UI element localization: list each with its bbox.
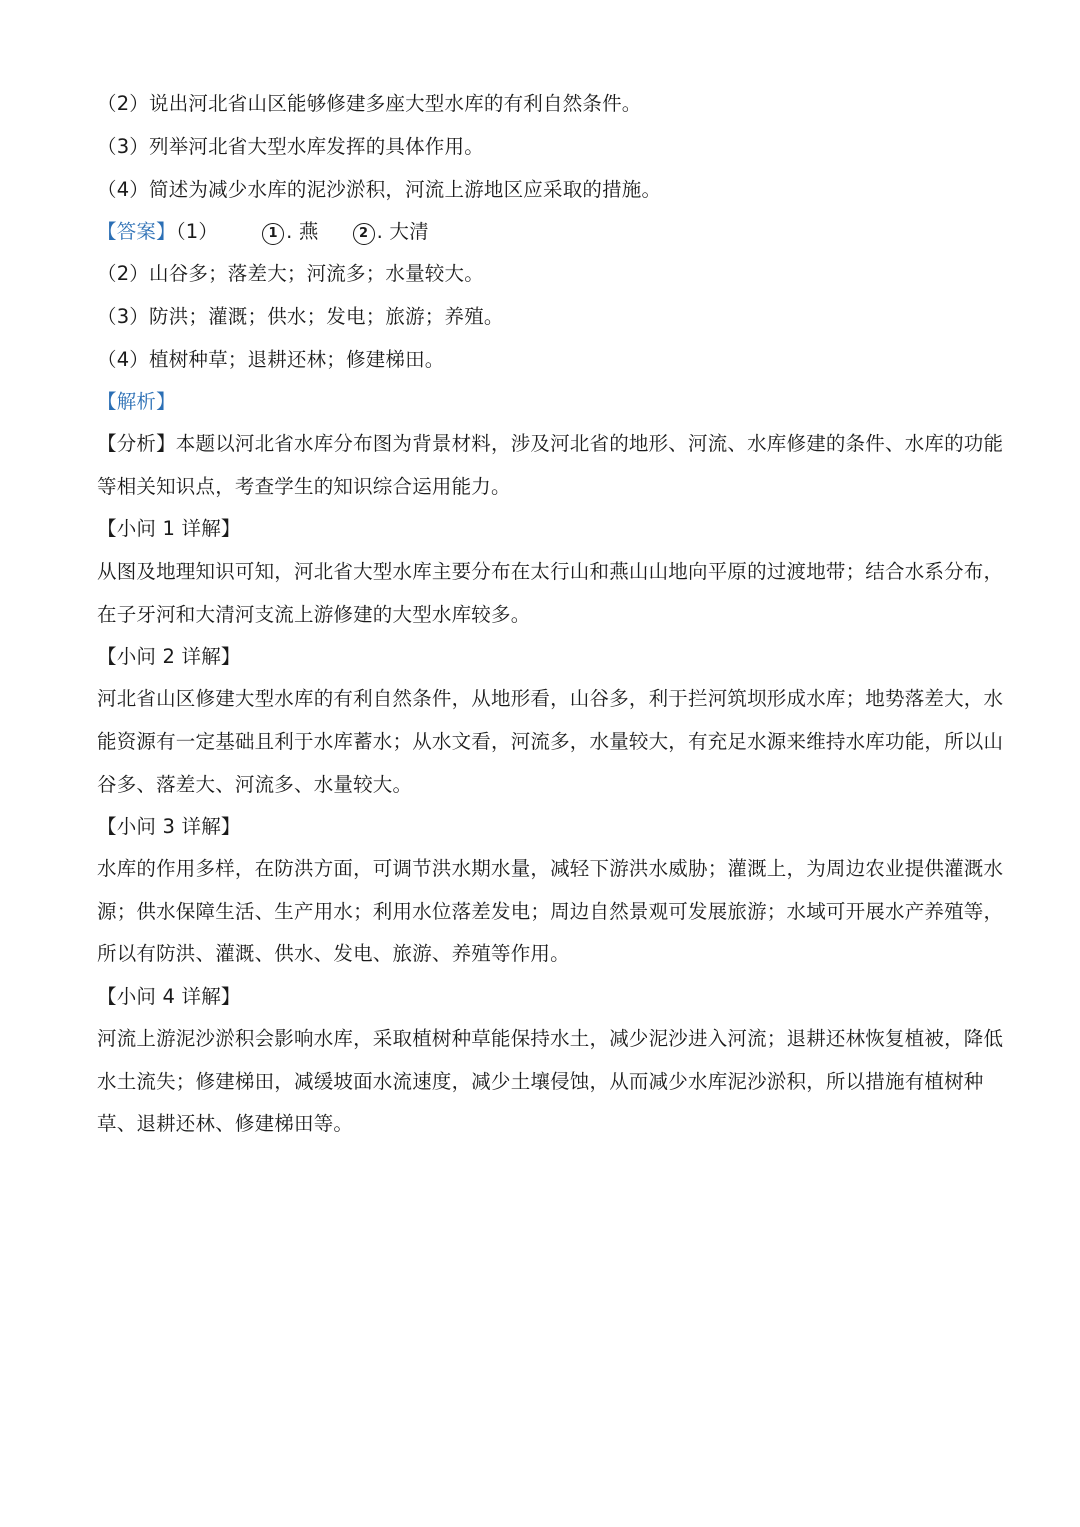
section-3-line: 水库的作用多样，在防洪方面，可调节洪水期水量，减轻下游洪水威胁；灌溉上，为周边农业提供灌溉水 [97,857,1004,880]
section-3-line: 所以有防洪、灌溉、供水、发电、旅游、养殖等作用。 [97,942,570,965]
answer-4: （4）植树种草；退耕还林；修建梯田。 [97,348,445,371]
section-2-line: 能资源有一定基础且利于水库蓄水；从水文看，河流多，水量较大，有充足水源来维持水库功能，所以山 [97,730,1004,753]
answer-3: （3）防洪；灌溉；供水；发电；旅游；养殖。 [97,305,504,328]
section-2-heading: 【小问 2 详解】 [97,645,241,668]
question-3: （3）列举河北省大型水库发挥的具体作用。 [97,135,484,158]
section-4-line: 水土流失；修建梯田，减缓坡面水流速度，减少土壤侵蚀，从而减少水库泥沙淤积，所以措施有植树种 [97,1070,984,1093]
section-1-line: 在子牙河和大清河支流上游修建的大型水库较多。 [97,603,531,626]
section-2-line: 河北省山区修建大型水库的有利自然条件，从地形看，山谷多，利于拦河筑坝形成水库；地势落差大，水 [97,687,1004,710]
section-2-line: 谷多、落差大、河流多、水量较大。 [97,773,413,796]
section-1-line: 从图及地理知识可知，河北省大型水库主要分布在太行山和燕山山地向平原的过渡地带；结合水系分布， [97,560,1004,583]
section-4-line: 河流上游泥沙淤积会影响水库，采取植树种草能保持水土，减少泥沙进入河流；退耕还林恢复植被，降低 [97,1027,1004,1050]
section-3-line: 源；供水保障生活、生产用水；利用水位落差发电；周边自然景观可发展旅游；水域可开展水产养殖等， [97,900,1004,923]
section-3-heading: 【小问 3 详解】 [97,815,241,838]
analysis-summary-line: 【分析】本题以河北省水库分布图为背景材料，涉及河北省的地形、河流、水库修建的条件、水库的功能 [97,432,1004,455]
analysis-tag: 【解析】 [97,390,176,413]
analysis-summary-line: 等相关知识点，考查学生的知识综合运用能力。 [97,475,511,498]
answer-1-prefix: （1） [175,220,219,243]
answer-2: （2）山谷多；落差大；河流多；水量较大。 [97,262,484,285]
section-1-heading: 【小问 1 详解】 [97,517,241,540]
answer-line-1 [97,220,987,245]
question-4: （4）简述为减少水库的泥沙淤积，河流上游地区应采取的措施。 [97,178,662,201]
answer-tag: 【答案】 [97,220,176,243]
circled-number-2: 2 [353,223,375,245]
answer-1-item-2: . 大清 [376,220,429,243]
circled-number-1: 1 [262,223,284,245]
section-4-heading: 【小问 4 详解】 [97,985,241,1008]
answer-1-item-1: . 燕 [286,220,319,243]
question-2: （2）说出河北省山区能够修建多座大型水库的有利自然条件。 [97,92,642,115]
section-4-line: 草、退耕还林、修建梯田等。 [97,1112,354,1135]
